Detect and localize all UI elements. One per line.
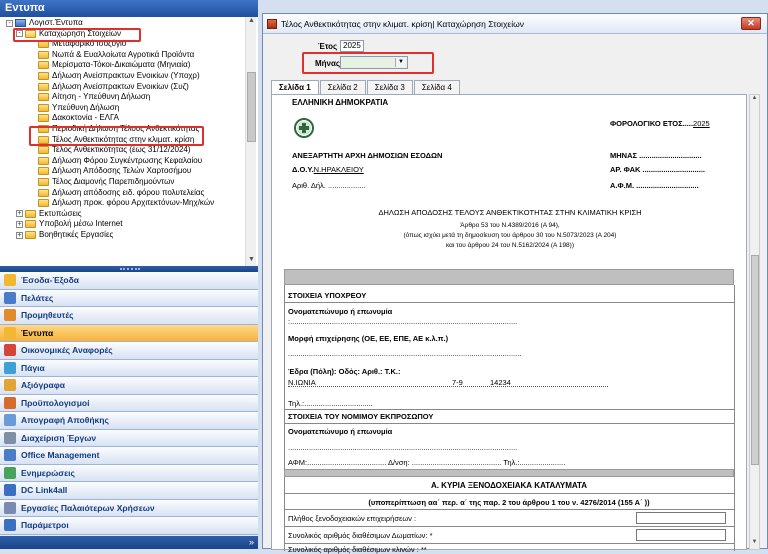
tree-item-label: Τέλος Ανθεκτικότητας (έως 31/12/2024) bbox=[52, 145, 191, 155]
nav-item[interactable] bbox=[0, 447, 258, 465]
archive-icon bbox=[4, 502, 16, 514]
tree-item[interactable] bbox=[38, 60, 190, 70]
tree-item[interactable] bbox=[38, 50, 194, 60]
folder-icon bbox=[38, 157, 49, 165]
nav-expand-button[interactable]: » bbox=[0, 536, 258, 549]
office-icon bbox=[4, 449, 16, 461]
tree-item[interactable] bbox=[16, 209, 82, 219]
folder-icon bbox=[38, 189, 49, 197]
postal-code-value[interactable]: 14234 bbox=[490, 378, 511, 387]
forms-icon bbox=[4, 327, 16, 339]
hotel-count-label: Πλήθος ξενοδοχειακών επιχειρήσεων : bbox=[288, 514, 417, 523]
tree-item[interactable] bbox=[6, 18, 83, 28]
highlight-box bbox=[29, 126, 204, 146]
folder-icon bbox=[38, 51, 49, 59]
nav-item-label: Παράμετροι bbox=[21, 520, 69, 531]
business-form-value[interactable]: ................................................................................................................ bbox=[288, 349, 522, 358]
tree-item-label: Νωπά & Ευαλλοίωτα Αγροτικά Προϊόντα bbox=[52, 49, 195, 59]
left-panel bbox=[0, 0, 258, 549]
month-label: Μήνας bbox=[315, 59, 341, 68]
folder-icon bbox=[25, 231, 36, 239]
nav-item-label: Απογραφή Αποθήκης bbox=[21, 415, 109, 426]
section-a-title: Α. ΚΥΡΙΑ ΞΕΝΟΔΟΧΕΙΑΚΑ ΚΑΤΑΛΥΜΑΤΑ bbox=[430, 481, 588, 490]
tree-item-label: Δήλωση Ανείσπρακτων Ενοικίων (Υποχρ) bbox=[52, 71, 200, 80]
budgets-icon bbox=[4, 397, 16, 409]
tab-page-4[interactable]: Σελίδα 4 bbox=[414, 80, 460, 94]
nav-item[interactable] bbox=[0, 465, 258, 483]
highlight-box bbox=[13, 28, 141, 42]
folder-icon bbox=[38, 199, 49, 207]
section-representative-title: ΣΤΟΙΧΕΙΑ ΤΟΥ ΝΟΜΙΜΟΥ ΕΚΠΡΟΣΩΠΟΥ bbox=[288, 412, 434, 421]
chevron-down-icon[interactable]: ▼ bbox=[395, 58, 406, 67]
phone-field[interactable]: Τηλ.:................................. bbox=[288, 399, 373, 408]
street-number-value[interactable]: 7-9 bbox=[452, 378, 463, 387]
nav-item-label: DC Link4all bbox=[21, 485, 68, 496]
computer-icon bbox=[15, 19, 26, 27]
nav-item[interactable] bbox=[0, 272, 258, 290]
nav-item-label: Office Management bbox=[21, 450, 100, 461]
tree-item-label: Αίτηση - Υπεύθυνη Δήλωση bbox=[52, 92, 151, 102]
tree-item-label: Υποβολή μέσω Internet bbox=[39, 219, 123, 229]
nav-item-label: Αξιόγραφα bbox=[21, 380, 65, 391]
business-form-label: Μορφή επιχείρησης (ΟΕ, ΕΕ, ΕΠΕ, ΑΕ κ.λ.π.) bbox=[288, 334, 449, 343]
month-field: ΜΗΝΑΣ .............................. bbox=[610, 151, 702, 160]
tab-page-3[interactable]: Σελίδα 3 bbox=[367, 80, 413, 94]
nav-item-label: Ενημερώσεις bbox=[21, 467, 75, 478]
tree-item-label: Βοηθητικές Εργασίες bbox=[39, 230, 114, 239]
declaration-heading: ΔΗΛΩΣΗ ΑΠΟΔΟΣΗΣ ΤΕΛΟΥΣ ΑΝΘΕΚΤΙΚΟΤΗΤΑΣ ΣΤΗΝ ΚΛΙΜΑΤΙΚΗ ΚΡΙΣΗ bbox=[378, 208, 642, 217]
expand-icon[interactable]: + bbox=[17, 210, 22, 218]
law-ref-3: και του άρθρου 24 του Ν.5162/2024 (Α 198)) bbox=[445, 242, 574, 249]
tree-item[interactable] bbox=[38, 71, 200, 81]
suppliers-icon bbox=[4, 309, 16, 321]
app-icon bbox=[267, 19, 277, 29]
nav-item[interactable] bbox=[0, 360, 258, 378]
tree-item[interactable] bbox=[38, 188, 204, 198]
expand-icon[interactable]: + bbox=[17, 231, 22, 239]
section-obligor-title: ΣΤΟΙΧΕΙΑ ΥΠΟΧΡΕΟΥ bbox=[288, 291, 367, 300]
nav-item[interactable] bbox=[0, 307, 258, 325]
tree-item[interactable] bbox=[38, 177, 174, 187]
tree-item-label: Υπεύθυνη Δήλωση bbox=[52, 102, 120, 112]
inventory-icon bbox=[4, 414, 16, 426]
nav-item-label: Έσοδα-Έξοδα bbox=[21, 275, 79, 286]
afm-field: Α.Φ.Μ. .............................. bbox=[610, 181, 699, 190]
folder-icon bbox=[25, 210, 36, 218]
tree-item[interactable] bbox=[38, 103, 119, 113]
nav-item[interactable] bbox=[0, 395, 258, 413]
doy-label: Δ.Ο.Υ.Ν.ΗΡΑΚΛΕΙΟΥ bbox=[292, 165, 364, 174]
tree-item-label: Δήλωση Ανείσπρακτων Ενοικίων (Συζ) bbox=[52, 81, 189, 91]
city-value[interactable]: Ν.ΙΩΝΙΑ bbox=[288, 378, 316, 387]
projects-icon bbox=[4, 432, 16, 444]
scroll-down-icon[interactable]: ▼ bbox=[751, 539, 758, 545]
tree-item-label: Εκτυπώσεις bbox=[39, 208, 82, 218]
window-title-bar bbox=[263, 14, 767, 34]
folder-icon bbox=[38, 167, 49, 175]
scroll-thumb[interactable] bbox=[247, 72, 256, 142]
tree-item[interactable] bbox=[38, 198, 214, 208]
folder-icon bbox=[25, 220, 36, 228]
nav-item[interactable] bbox=[0, 325, 258, 343]
tree-scrollbar[interactable] bbox=[245, 17, 256, 266]
law-ref-2: (όπως ισχύει μετά τη δημοσίευση του άρθρου 30 του Ν.5073/2023 (Α 204) bbox=[403, 232, 617, 239]
folder-icon bbox=[38, 93, 49, 101]
income-expense-icon bbox=[4, 274, 16, 286]
rooms-count-input[interactable] bbox=[636, 529, 726, 541]
folder-icon bbox=[38, 114, 49, 122]
updates-icon bbox=[4, 467, 16, 479]
securities-icon bbox=[4, 379, 16, 391]
tree-item-label: Τέλος Διαμονής Παρεπιδημούντων bbox=[52, 177, 175, 186]
tree-item-label: Μεταφορικό Ισοζύγιο bbox=[52, 39, 127, 49]
declaration-number-field: Αριθ. Δήλ. .................. bbox=[292, 181, 366, 190]
law-ref-1: Άρθρο 53 του Ν.4389/2016 (Α 94), bbox=[460, 222, 560, 229]
greek-emblem-icon bbox=[294, 118, 314, 138]
form-document bbox=[271, 94, 747, 554]
republic-label: ΕΛΛΗΝΙΚΗ ΔΗΜΟΚΡΑΤΙΑ bbox=[292, 98, 389, 107]
tree-item[interactable] bbox=[38, 145, 191, 155]
tab-page-2[interactable]: Σελίδα 2 bbox=[320, 80, 366, 94]
tree-item-label: Περιοδική Δήλωση Τέλους Ανθεκτικότητας bbox=[52, 124, 200, 133]
folder-icon bbox=[38, 83, 49, 91]
file-number-field: ΑΡ. ΦΑΚ .............................. bbox=[610, 165, 706, 174]
nav-menu bbox=[0, 272, 258, 549]
tree-item-label: Δήλωση Φόρου Συγκέντρωσης Κεφαλαίου bbox=[52, 155, 203, 165]
nav-item-label: Οικονομικές Αναφορές bbox=[21, 345, 113, 356]
nav-item[interactable] bbox=[0, 412, 258, 430]
scroll-up-icon[interactable]: ▲ bbox=[248, 17, 255, 24]
folder-icon bbox=[38, 61, 49, 69]
authority-label: ΑΝΕΞΑΡΤΗΤΗ ΑΡΧΗ ΔΗΜΟΣΙΩΝ ΕΣΟΔΩΝ bbox=[292, 151, 443, 160]
nav-item[interactable] bbox=[0, 290, 258, 308]
panel-title: Εντυπα bbox=[0, 0, 258, 17]
beds-count-label: Συνολικός αριθμός διαθέσιμων κλινών : ** bbox=[288, 545, 427, 554]
nav-item-label: Πελάτες bbox=[21, 292, 54, 303]
customers-icon bbox=[4, 292, 16, 304]
rep-details-field[interactable]: ΑΦΜ:...................................... Δ/νση: ........................................... Τηλ.:...................... bbox=[288, 458, 566, 467]
tree-item-label: Λογιστ.Έντυπα bbox=[29, 18, 83, 27]
address-label: Έδρα (Πόλη): Οδός: Αριθ.: Τ.Κ.: bbox=[288, 367, 401, 376]
year-input[interactable]: 2025 bbox=[340, 40, 364, 52]
link-icon bbox=[4, 484, 16, 496]
tree-item[interactable] bbox=[38, 156, 202, 166]
folder-icon bbox=[38, 104, 49, 112]
document-scrollbar[interactable] bbox=[749, 94, 760, 550]
page-tabs bbox=[271, 80, 461, 94]
nav-item[interactable] bbox=[0, 430, 258, 448]
section-divider bbox=[284, 269, 734, 285]
collapse-icon[interactable]: - bbox=[16, 30, 23, 37]
nav-item[interactable] bbox=[0, 342, 258, 360]
rooms-count-label: Συνολικός αριθμός διαθέσιμων Δωματίων: * bbox=[288, 531, 433, 540]
scroll-up-icon[interactable]: ▲ bbox=[751, 95, 758, 101]
nav-item-label: Έντυπα bbox=[21, 327, 54, 338]
nav-item-label: Διαχείριση Έργων bbox=[21, 432, 97, 443]
form-window bbox=[262, 13, 768, 554]
tree-item-label: Τέλος Ανθεκτικότητας στην κλιματ. κρίση bbox=[52, 134, 195, 144]
tree-item-label: Δακοκτονία - ΕΛΓΑ bbox=[52, 113, 120, 123]
section-divider bbox=[284, 469, 734, 477]
nav-item-label: Προϋπολογισμοί bbox=[21, 397, 90, 408]
tree-item-label: Μερίσματα-Τόκοι-Δικαιώματα (Μηνιαία) bbox=[52, 60, 191, 70]
folder-icon bbox=[38, 146, 49, 154]
tree-item-label: Δήλωση Απόδοσης Τελών Χαρτοσήμου bbox=[52, 166, 192, 176]
fixed-assets-icon bbox=[4, 362, 16, 374]
highlight-box bbox=[302, 52, 434, 74]
scroll-thumb[interactable] bbox=[751, 255, 759, 465]
tree-item[interactable] bbox=[38, 92, 150, 102]
nav-item[interactable] bbox=[0, 517, 258, 535]
tree-item[interactable] bbox=[16, 230, 113, 240]
nav-item-label: Εργασίες Παλαιότερων Χρήσεων bbox=[21, 502, 155, 513]
tree-item[interactable] bbox=[38, 166, 191, 176]
tax-year-label: ΦΟΡΟΛΟΓΙΚΟ ΕΤΟΣ.....2025 bbox=[610, 119, 710, 128]
tree-item-label: Δήλωση απόδοσης ειδ. φόρου πολυτελείας bbox=[52, 187, 205, 197]
nav-item[interactable] bbox=[0, 500, 258, 518]
folder-icon bbox=[38, 72, 49, 80]
name-label: Ονοματεπώνυμο ή επωνυμία bbox=[288, 307, 393, 316]
nav-item-label: Προμηθευτές bbox=[21, 310, 74, 321]
year-label: Έτος bbox=[318, 42, 338, 51]
tree-item-label: Δήλωση προκ. φόρου Αρχιτεκτόνων-Μηχ/κών bbox=[52, 198, 215, 208]
window-title: Τέλος Ανθεκτικότητας στην κλιματ. κρίση| Καταχώρηση Στοιχείων bbox=[281, 19, 524, 29]
tree-item[interactable] bbox=[38, 113, 119, 123]
tree-item[interactable] bbox=[38, 82, 189, 92]
section-a-subtitle: (υποπερίπτωση αα΄ περ. α΄ της παρ. 2 του άρθρου 1 του ν. 4276/2014 (155 Α΄ )) bbox=[368, 498, 650, 507]
name-value[interactable]: :............................................................................................................. bbox=[288, 317, 518, 326]
nav-item[interactable] bbox=[0, 482, 258, 500]
settings-icon bbox=[4, 519, 16, 531]
tree-item[interactable] bbox=[16, 219, 122, 229]
nav-item-label: Πάγια bbox=[21, 362, 45, 373]
nav-item[interactable] bbox=[0, 377, 258, 395]
rep-name-label: Ονοματεπώνυμο ή επωνυμία bbox=[288, 427, 393, 436]
financial-reports-icon bbox=[4, 344, 16, 356]
collapse-icon[interactable]: - bbox=[6, 20, 13, 27]
rep-name-value[interactable]: .............................................................................................................. bbox=[288, 443, 518, 452]
close-button[interactable]: ✕ bbox=[741, 17, 761, 30]
scroll-down-icon[interactable]: ▼ bbox=[248, 256, 255, 263]
hotel-count-input[interactable] bbox=[636, 512, 726, 524]
folder-icon bbox=[38, 178, 49, 186]
expand-icon[interactable]: + bbox=[17, 220, 22, 228]
tree-item-label: Καταχώρηση Στοιχείων bbox=[39, 28, 121, 38]
tab-page-1[interactable]: Σελίδα 1 bbox=[271, 80, 319, 95]
